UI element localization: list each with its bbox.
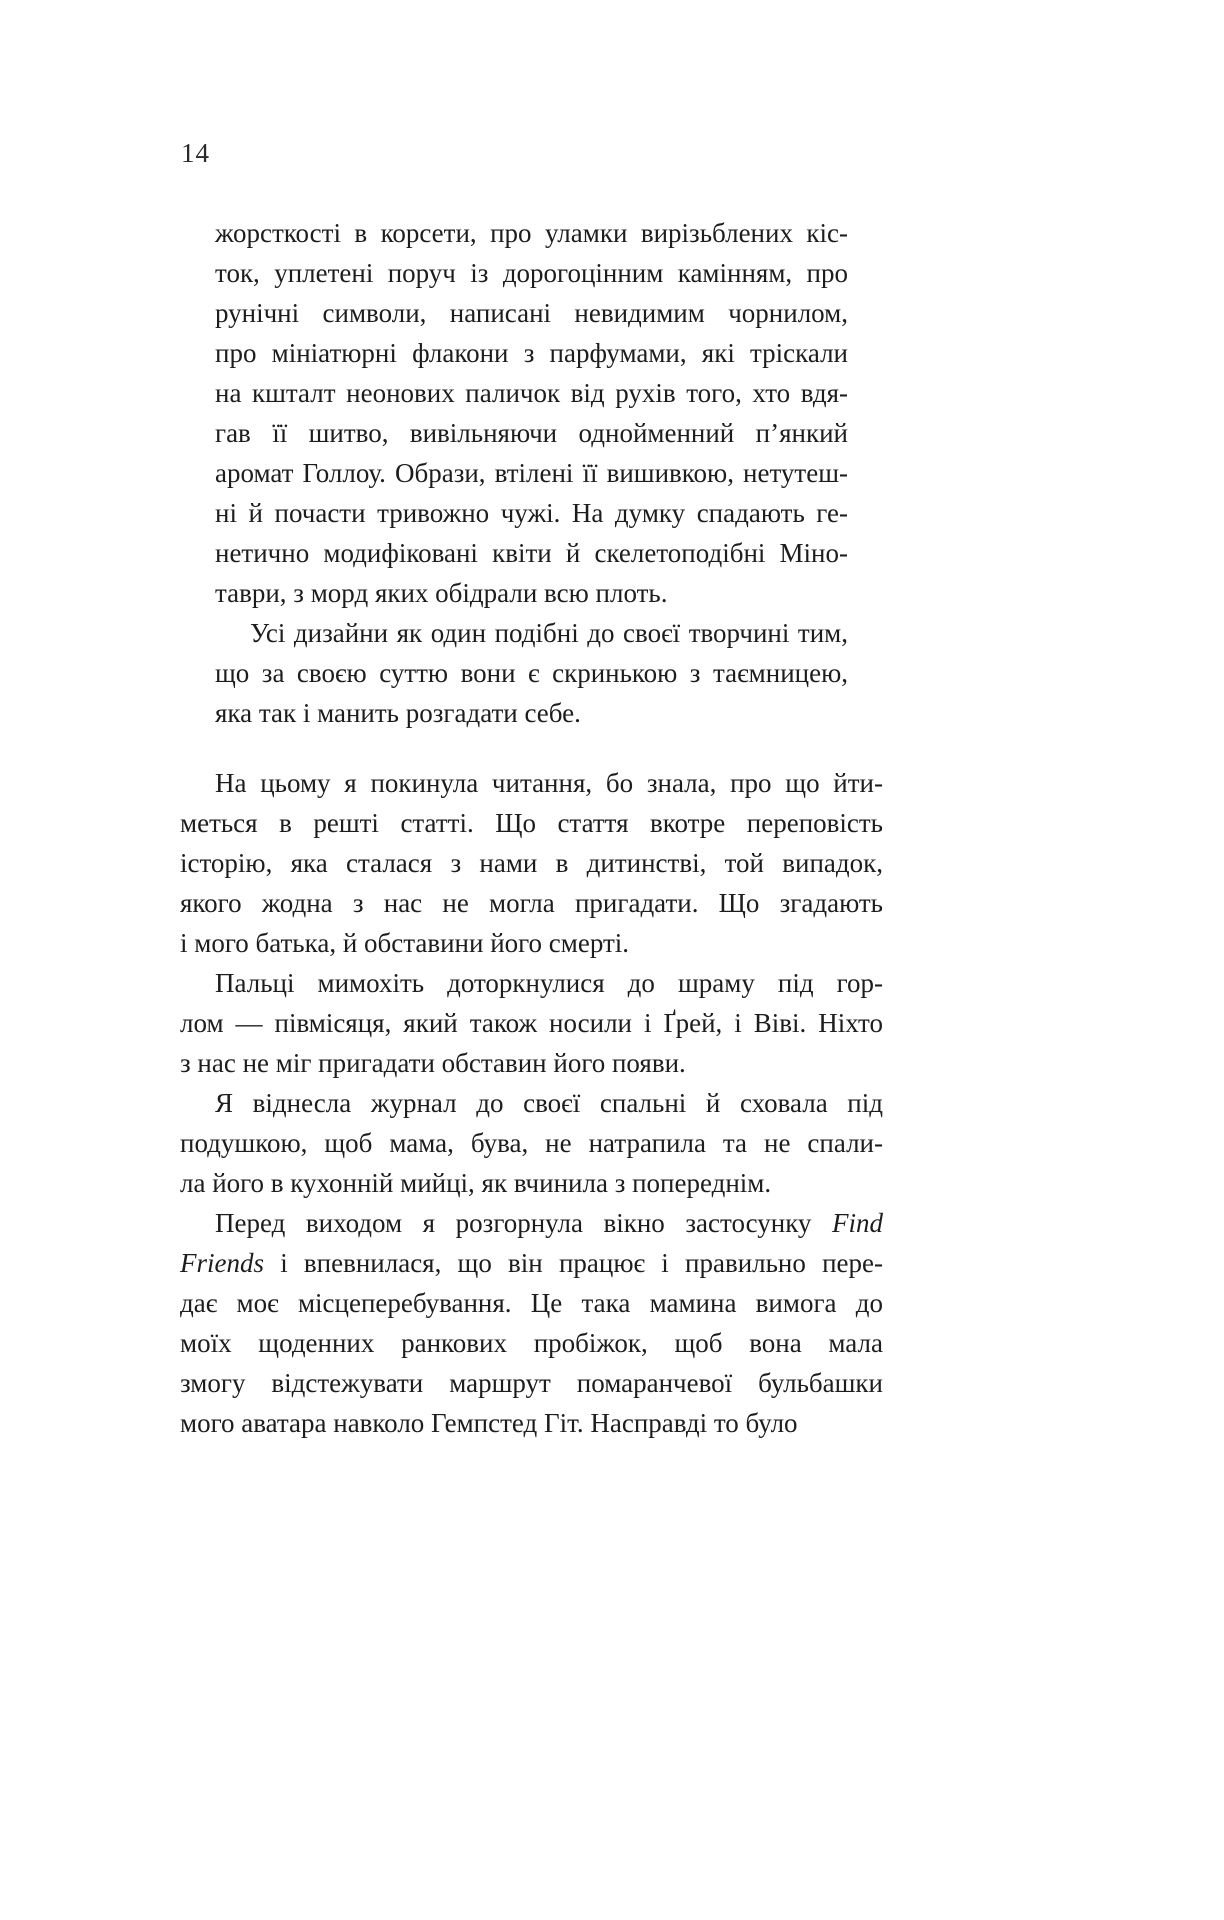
text-line [180, 1243, 883, 1283]
text-line: подушкою, щоб мама, бува, не натрапила та не спали- [180, 1128, 883, 1158]
paragraph [180, 1203, 883, 1443]
article-excerpt [180, 213, 883, 733]
text-line: з нас не міг пригадати обставин його появи. [180, 1048, 686, 1078]
text-line: Усі дизайни як один подібні до своєї творчині тим, [250, 618, 848, 648]
text-line: гав її шитво, вивільняючи однойменний п’янкий [215, 418, 848, 448]
text-line: якого жодна з нас не могла пригадати. Що згадають [180, 888, 883, 918]
text-line: історію, яка сталася з нами в дитинстві, той випадок, [180, 848, 883, 878]
text-line: ні й почасти тривожно чужі. На думку спадають ге- [215, 498, 848, 528]
paragraph [180, 763, 883, 963]
text-line: мого аватара навколо Гемпстед Гіт. Насправді то було [180, 1408, 798, 1438]
text-line: ток, уплетені поруч із дорогоцінним камінням, про [215, 258, 848, 288]
paragraph [180, 963, 883, 1083]
text-segment: і впевнилася, що він працює і правильно пере- [264, 1248, 883, 1278]
text-line: яка так і манить розгадати себе. [215, 698, 581, 728]
text-line: і мого батька, й обставини його смерті. [180, 928, 630, 958]
text-line: про мініатюрні флакони з парфумами, які тріскали [215, 338, 848, 368]
app-name-italic: Friends [180, 1248, 264, 1278]
paragraph [215, 613, 848, 733]
text-line: нетично модифіковані квіти й скелетоподібні Міно- [215, 538, 848, 568]
text-line: таври, з морд яких обідрали всю плоть. [215, 578, 668, 608]
text-line: на кшталт неонових паличок від рухів того, хто вдя- [215, 378, 848, 408]
text-line: змогу відстежувати маршрут помаранчевої бульбашки [180, 1368, 883, 1398]
text-line: меться в решті статті. Що стаття вкотре переповість [180, 808, 883, 838]
paragraph [215, 213, 848, 613]
text-line: жорсткості в корсети, про уламки вирізьблених кіс- [215, 218, 848, 248]
app-name-italic: Find [832, 1208, 883, 1238]
paragraph [180, 1083, 883, 1203]
text-line: що за своєю суттю вони є скринькою з таємницею, [215, 658, 848, 688]
body-text [180, 763, 883, 1443]
text-line: аромат Голлоу. Образи, втілені її вишивкою, нетутеш- [215, 458, 848, 488]
text-line: рунічні символи, написані невидимим чорнилом, [215, 298, 848, 328]
text-column [180, 213, 883, 1443]
text-line: На цьому я покинула читання, бо знала, про що йти- [215, 768, 883, 798]
text-segment: Перед виходом я розгорнула вікно застосунку [215, 1208, 832, 1238]
text-line: Пальці мимохіть доторкнулися до шраму під гор- [215, 968, 883, 998]
text-line: дає моє місцеперебування. Це така мамина вимога до [180, 1288, 883, 1318]
text-line: ла його в кухонній мийці, як вчинила з попереднім. [180, 1168, 772, 1198]
page-number: 14 [181, 138, 210, 168]
text-line [180, 1203, 883, 1243]
text-line: моїх щоденних ранкових пробіжок, щоб вона мала [180, 1328, 883, 1358]
text-line: лом — півмісяця, який також носили і Ґрей, і Віві. Ніхто [180, 1008, 883, 1038]
text-line: Я віднесла журнал до своєї спальні й сховала під [215, 1088, 883, 1118]
